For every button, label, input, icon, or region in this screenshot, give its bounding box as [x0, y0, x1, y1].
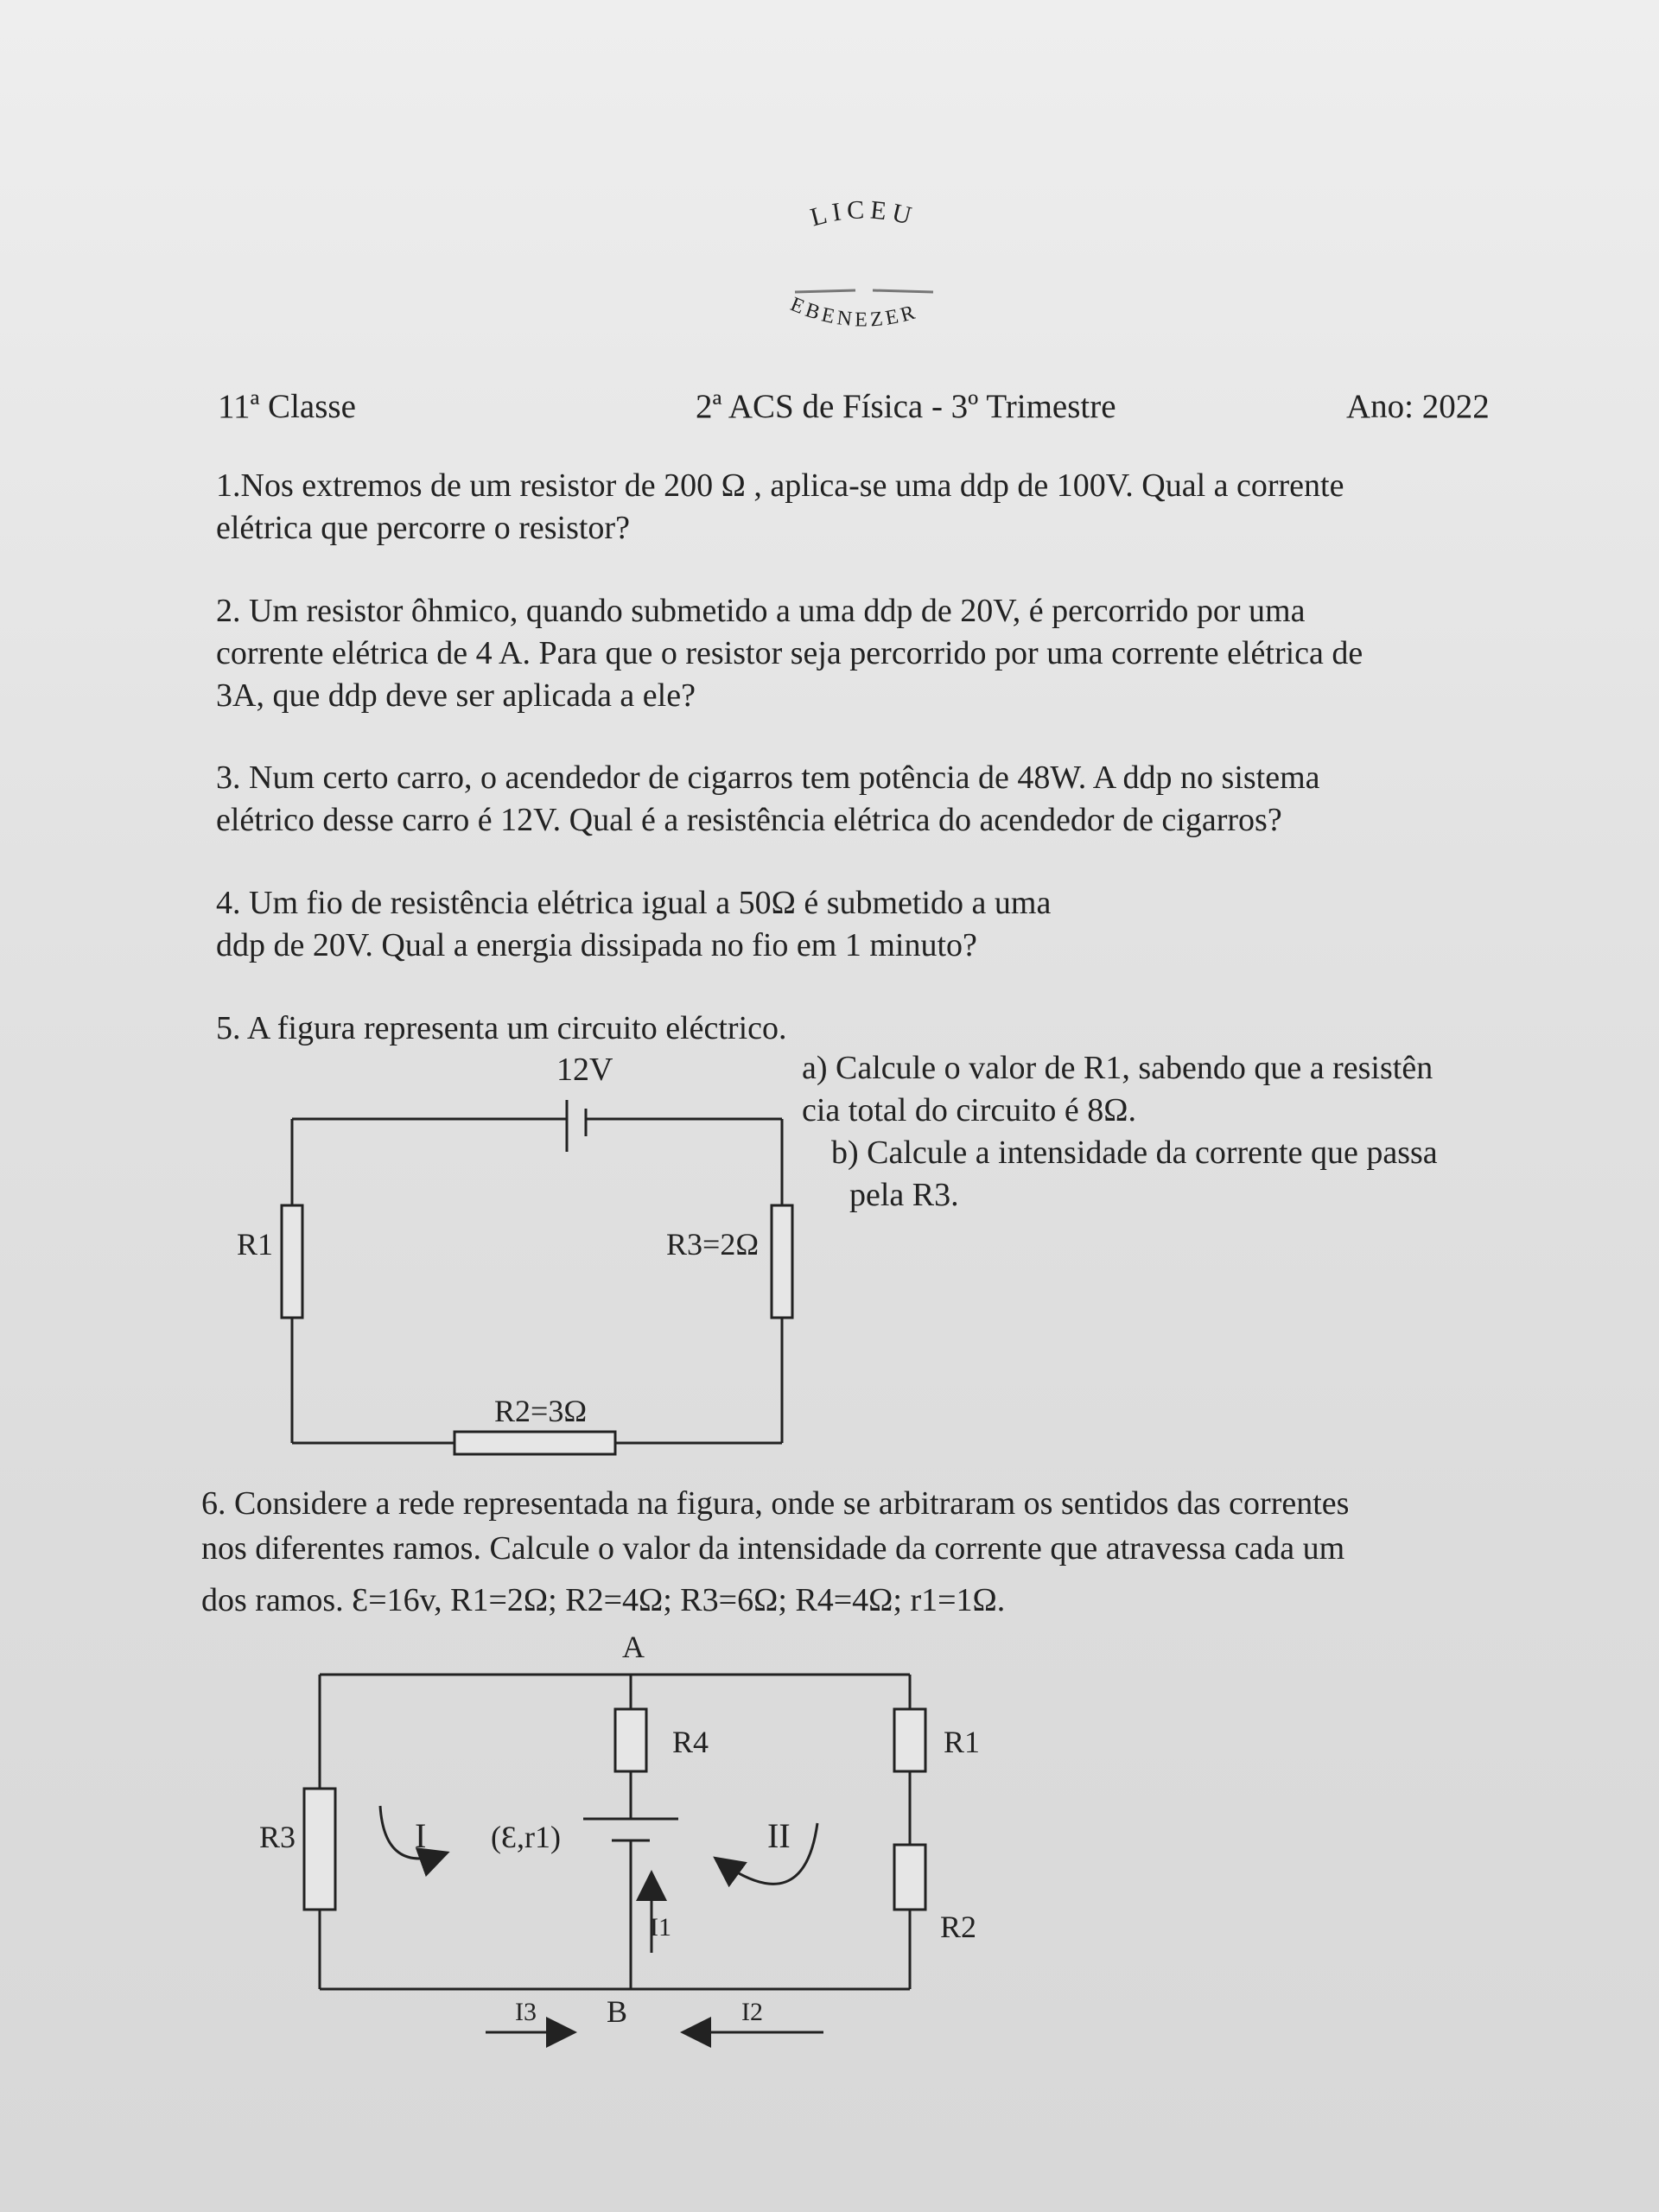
r3-label: R3=2Ω — [666, 1227, 760, 1262]
emf-label: (Ɛ,r1) — [491, 1820, 561, 1854]
current-i2-label: I2 — [741, 1998, 763, 2026]
circuit-diagram-2 — [233, 1624, 1011, 2056]
question-5-parts — [802, 1047, 1528, 1217]
loop-2-label: II — [767, 1816, 791, 1855]
class-label: 11ª Classe — [218, 388, 356, 425]
loop-1-label: I — [415, 1816, 427, 1855]
question-4: 4. Um fio de resistência elétrica igual a 50Ω é submetido a uma ddp de 20V. Qual a energia dissipada no fio em 1 minuto? — [216, 885, 1052, 963]
exam-title: 2ª ACS de Física - 3º Trimestre — [696, 388, 1116, 425]
r3-label: R3 — [259, 1820, 296, 1854]
question-5: 5. A figura representa um circuito eléctrico. — [216, 1010, 787, 1046]
question-5a-line1: a) Calcule o valor de R1, sabendo que a resistên — [802, 1050, 1433, 1086]
node-a-label: A — [622, 1630, 645, 1664]
school-logo — [760, 190, 968, 363]
current-i1-label: I1 — [650, 1913, 671, 1942]
logo-top-text: LICEU — [807, 195, 919, 232]
question-5a-line2: cia total do circuito é 8Ω. — [802, 1092, 1136, 1128]
year-label: Ano: 2022 — [1346, 388, 1490, 425]
node-b-label: B — [607, 1994, 628, 2029]
question-5b-line1: b) Calcule a intensidade da corrente que passa — [831, 1135, 1438, 1171]
circuit-diagram-1 — [225, 1050, 830, 1473]
r2-label: R2 — [940, 1910, 977, 1944]
r1-label: R1 — [237, 1227, 274, 1262]
question-5b-line2: pela R3. — [849, 1177, 959, 1213]
current-i3-label: I3 — [515, 1998, 537, 2026]
question-1: 1.Nos extremos de um resistor de 200 Ω , aplica-se uma ddp de 100V. Qual a corrente elétrica que percorre o resistor? — [216, 467, 1344, 546]
r1-label: R1 — [944, 1725, 981, 1759]
question-3: 3. Num certo carro, o acendedor de cigarros tem potência de 48W. A ddp no sistema elétrico desse carro é 12V. Qual é a resistência elétrica do acendedor de cigarros? — [216, 760, 1320, 838]
logo-bottom-text: EBENEZER — [786, 293, 921, 332]
question-6: 6. Considere a rede representada na figura, onde se arbitraram os sentidos das correntes nos diferentes ramos. Calcule o valor da intensidade da corrente que atravessa cada um dos ramos. Ɛ=16v, R1=2Ω; R2=4Ω; R3=6Ω; R4=4Ω; r1=1Ω. — [201, 1485, 1350, 1618]
r2-label: R2=3Ω — [494, 1394, 588, 1428]
r4-label: R4 — [672, 1725, 709, 1759]
question-2: 2. Um resistor ôhmico, quando submetido a uma ddp de 20V, é percorrido por uma corrente elétrica de 4 A. Para que o resistor seja percorrido por uma corrente elétrica de 3A, que ddp deve ser aplicada a ele? — [216, 593, 1363, 714]
source-voltage-label: 12V — [556, 1052, 613, 1088]
